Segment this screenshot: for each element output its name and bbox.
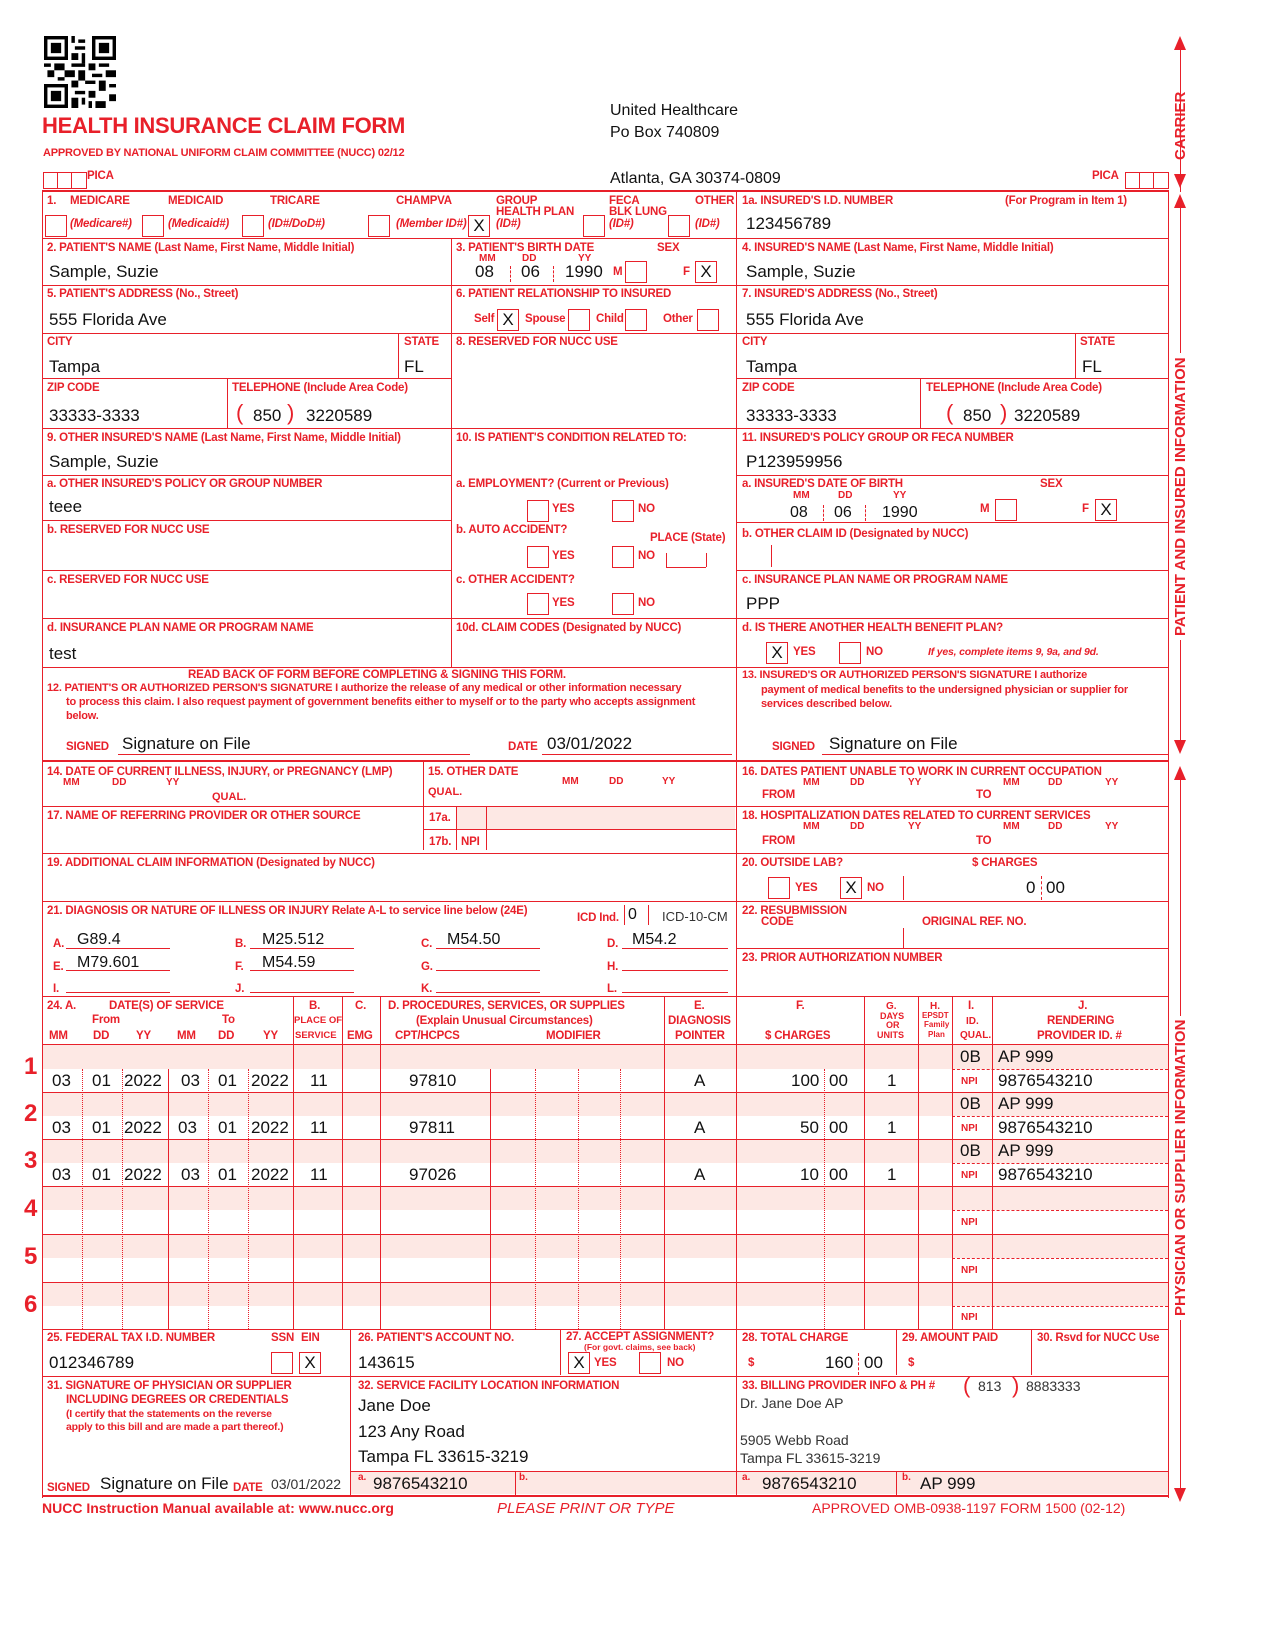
total-charge-cents[interactable]: 00 bbox=[864, 1353, 883, 1372]
outside-lab-no-checkbox[interactable]: X bbox=[840, 877, 862, 899]
box9-label: 9. OTHER INSURED'S NAME (Last Name, First Name, Middle Initial) bbox=[47, 432, 401, 444]
tricare-sub: (ID#/DoD#) bbox=[268, 218, 325, 230]
outside-lab-dollars[interactable]: 0 bbox=[1026, 878, 1036, 897]
patient-name-value[interactable]: Sample, Suzie bbox=[49, 262, 159, 281]
diagnosis-e-value[interactable]: M79.601 bbox=[77, 954, 140, 971]
group-label2: HEALTH PLAN bbox=[496, 206, 575, 218]
other-plan-name-value[interactable]: test bbox=[49, 644, 77, 663]
other-sub: (ID#) bbox=[695, 218, 720, 230]
billing-npi[interactable]: 9876543210 bbox=[762, 1474, 857, 1493]
outside-lab-yes-checkbox[interactable] bbox=[768, 877, 790, 899]
box25-label: 25. FEDERAL TAX I.D. NUMBER bbox=[47, 1332, 215, 1344]
champva-checkbox[interactable] bbox=[368, 215, 390, 237]
box15-label: 15. OTHER DATE bbox=[428, 766, 519, 778]
approved-text: APPROVED BY NATIONAL UNIFORM CLAIM COMMITTEE (NUCC) 02/12 bbox=[43, 147, 405, 159]
icd-version-text: ICD-10-CM bbox=[662, 909, 728, 924]
side-label-carrier: CARRIER bbox=[1172, 91, 1189, 160]
box30-label: 30. Rsvd for NUCC Use bbox=[1037, 1332, 1160, 1344]
line-number-3: 3 bbox=[24, 1147, 38, 1174]
accept-assignment-no-checkbox[interactable] bbox=[639, 1352, 661, 1374]
birth-year[interactable]: 1990 bbox=[565, 262, 603, 281]
readback-text: READ BACK OF FORM BEFORE COMPLETING & SIGNING THIS FORM. bbox=[188, 669, 566, 681]
billing-address[interactable]: 5905 Webb Road bbox=[740, 1432, 849, 1448]
patient-phone[interactable]: 3220589 bbox=[306, 406, 373, 425]
feca-label: FECA bbox=[609, 195, 640, 207]
tax-id-value[interactable]: 012346789 bbox=[49, 1353, 135, 1372]
line-number-4: 4 bbox=[24, 1195, 38, 1222]
relation-other-checkbox[interactable] bbox=[697, 309, 719, 331]
box10-label: 10. IS PATIENT'S CONDITION RELATED TO: bbox=[456, 432, 687, 444]
box1-label: 1. bbox=[47, 195, 57, 207]
birth-day[interactable]: 06 bbox=[521, 262, 540, 281]
box1a-label: 1a. INSURED'S I.D. NUMBER bbox=[742, 195, 894, 207]
relation-child-checkbox[interactable] bbox=[625, 309, 647, 331]
box14-label: 14. DATE OF CURRENT ILLNESS, INJURY, or PREGNANCY (LMP) bbox=[47, 766, 393, 778]
billing-name[interactable]: Dr. Jane Doe AP bbox=[740, 1395, 844, 1411]
footer-right: APPROVED OMB-0938-1197 FORM 1500 (02-12) bbox=[812, 1500, 1126, 1516]
box12-label: 12. PATIENT'S OR AUTHORIZED PERSON'S SIGNATURE I authorize the release of any medical or other information necessary bbox=[47, 682, 682, 694]
line-number-1: 1 bbox=[24, 1053, 38, 1080]
insured-signature-value[interactable]: Signature on File bbox=[829, 734, 958, 753]
side-arrows bbox=[1172, 36, 1190, 1506]
insured-area-code[interactable]: 850 bbox=[963, 406, 992, 425]
pica-right-boxes bbox=[1125, 172, 1169, 189]
side-label-patient: PATIENT AND INSURED INFORMATION bbox=[1172, 353, 1189, 640]
qr-code bbox=[44, 36, 116, 108]
box18-label: 18. HOSPITALIZATION DATES RELATED TO CURRENT SERVICES bbox=[742, 810, 1091, 822]
relation-spouse-checkbox[interactable] bbox=[568, 309, 590, 331]
facility-name[interactable]: Jane Doe bbox=[358, 1396, 431, 1415]
other-accident-yes-checkbox[interactable] bbox=[527, 593, 549, 615]
accept-assignment-yes-checkbox[interactable]: X bbox=[568, 1352, 590, 1374]
patient-city-value[interactable]: Tampa bbox=[49, 357, 101, 376]
insured-birth-month[interactable]: 08 bbox=[790, 504, 808, 521]
diagnosis-b-value[interactable]: M25.512 bbox=[262, 931, 325, 948]
patient-area-code[interactable]: 850 bbox=[253, 406, 282, 425]
insured-birth-year[interactable]: 1990 bbox=[882, 504, 918, 521]
box16-label: 16. DATES PATIENT UNABLE TO WORK IN CURRENT OCCUPATION bbox=[742, 766, 1102, 778]
outside-lab-cents[interactable]: 00 bbox=[1046, 878, 1065, 897]
box23-label: 23. PRIOR AUTHORIZATION NUMBER bbox=[742, 952, 943, 964]
another-plan-yes-checkbox[interactable]: X bbox=[766, 642, 788, 664]
insured-address-value[interactable]: 555 Florida Ave bbox=[746, 310, 864, 329]
feca-sub: (ID#) bbox=[609, 218, 634, 230]
box3-label: 3. PATIENT'S BIRTH DATE bbox=[456, 242, 595, 254]
box4-label: 4. INSURED'S NAME (Last Name, First Name, Middle Initial) bbox=[742, 242, 1054, 254]
patient-signature-value[interactable]: Signature on File bbox=[122, 734, 251, 753]
group-sub: (ID#) bbox=[496, 218, 521, 230]
patient-zip-value[interactable]: 33333-3333 bbox=[49, 406, 140, 425]
box26-label: 26. PATIENT'S ACCOUNT NO. bbox=[358, 1332, 514, 1344]
champva-label: CHAMPVA bbox=[396, 195, 452, 207]
other-label: OTHER bbox=[695, 195, 735, 207]
physician-signature-value[interactable]: Signature on File bbox=[100, 1474, 229, 1493]
facility-city[interactable]: Tampa FL 33615-3219 bbox=[358, 1447, 529, 1466]
box1a-note: (For Program in Item 1) bbox=[1005, 195, 1127, 207]
insured-id-value[interactable]: 123456789 bbox=[746, 214, 832, 233]
insured-zip-value[interactable]: 33333-3333 bbox=[746, 406, 837, 425]
insured-sex-m-checkbox[interactable] bbox=[995, 499, 1017, 521]
box31-label: 31. SIGNATURE OF PHYSICIAN OR SUPPLIER bbox=[47, 1380, 292, 1392]
physician-signature-date[interactable]: 03/01/2022 bbox=[271, 1476, 342, 1492]
total-charge-dollars[interactable]: 160 bbox=[825, 1353, 854, 1372]
employment-yes-checkbox[interactable] bbox=[527, 500, 549, 522]
box17-label: 17. NAME OF REFERRING PROVIDER OR OTHER SOURCE bbox=[47, 810, 361, 822]
auto-accident-yes-checkbox[interactable] bbox=[527, 546, 549, 568]
patient-signature-date[interactable]: 03/01/2022 bbox=[547, 734, 633, 753]
diagnosis-f-value[interactable]: M54.59 bbox=[262, 954, 316, 971]
billing-area-code[interactable]: 813 bbox=[978, 1378, 1002, 1394]
carrier-line1: United Healthcare bbox=[610, 102, 739, 119]
other-accident-no-checkbox[interactable] bbox=[612, 593, 634, 615]
other-insured-policy-value[interactable]: teee bbox=[49, 497, 83, 516]
insured-state-value[interactable]: FL bbox=[1082, 357, 1102, 376]
tricare-checkbox[interactable] bbox=[242, 215, 264, 237]
insured-birth-day[interactable]: 06 bbox=[834, 504, 852, 521]
box11-label: 11. INSURED'S POLICY GROUP OR FECA NUMBER bbox=[742, 432, 1014, 444]
box22-label: 22. RESUBMISSION bbox=[742, 905, 847, 917]
feca-checkbox[interactable] bbox=[583, 215, 605, 237]
patient-state-value[interactable]: FL bbox=[404, 357, 424, 376]
patient-sex-m-checkbox[interactable] bbox=[625, 261, 647, 283]
relation-self-checkbox[interactable]: X bbox=[497, 309, 519, 331]
insured-phone[interactable]: 3220589 bbox=[1014, 406, 1081, 425]
patient-address-value[interactable]: 555 Florida Ave bbox=[49, 310, 167, 329]
billing-other-id[interactable]: AP 999 bbox=[920, 1474, 976, 1493]
ssn-checkbox[interactable] bbox=[271, 1352, 293, 1374]
box32-label: 32. SERVICE FACILITY LOCATION INFORMATION bbox=[358, 1380, 620, 1392]
box27-label: 27. ACCEPT ASSIGNMENT? bbox=[566, 1331, 715, 1343]
box28-label: 28. TOTAL CHARGE bbox=[742, 1332, 849, 1344]
box29-label: 29. AMOUNT PAID bbox=[902, 1332, 999, 1344]
facility-npi[interactable]: 9876543210 bbox=[373, 1474, 468, 1493]
box21-label: 21. DIAGNOSIS OR NATURE OF ILLNESS OR INJURY Relate A-L to service line below (24E) bbox=[47, 905, 528, 917]
box19-label: 19. ADDITIONAL CLAIM INFORMATION (Designated by NUCC) bbox=[47, 857, 375, 869]
diagnosis-c-value[interactable]: M54.50 bbox=[447, 931, 501, 948]
medicaid-sub: (Medicaid#) bbox=[168, 218, 230, 230]
diagnosis-d-value[interactable]: M54.2 bbox=[632, 931, 677, 948]
line-number-5: 5 bbox=[24, 1243, 38, 1270]
pica-left-label: PICA bbox=[87, 170, 114, 182]
box33-label: 33. BILLING PROVIDER INFO & PH # bbox=[742, 1380, 935, 1392]
medicare-label: MEDICARE bbox=[70, 195, 130, 207]
insured-city-value[interactable]: Tampa bbox=[746, 357, 798, 376]
ein-checkbox[interactable]: X bbox=[299, 1352, 321, 1374]
billing-phone[interactable]: 8883333 bbox=[1026, 1378, 1081, 1394]
feca-label2: BLK LUNG bbox=[609, 206, 667, 218]
insured-sex-f-checkbox[interactable]: X bbox=[1095, 499, 1117, 521]
side-label-physician: PHYSICIAN OR SUPPLIER INFORMATION bbox=[1172, 1016, 1189, 1320]
facility-address[interactable]: 123 Any Road bbox=[358, 1422, 465, 1441]
footer-left: NUCC Instruction Manual available at: www.nucc.org bbox=[42, 1500, 394, 1516]
box5-label: 5. PATIENT'S ADDRESS (No., Street) bbox=[47, 288, 239, 300]
billing-city[interactable]: Tampa FL 33615-3219 bbox=[740, 1450, 881, 1466]
other-checkbox[interactable] bbox=[668, 215, 690, 237]
medicare-checkbox[interactable] bbox=[45, 215, 67, 237]
box13-label: 13. INSURED'S OR AUTHORIZED PERSON'S SIGNATURE I authorize bbox=[742, 669, 1088, 681]
group-checkbox[interactable]: X bbox=[468, 215, 490, 237]
auto-accident-no-checkbox[interactable] bbox=[612, 546, 634, 568]
tricare-label: TRICARE bbox=[270, 195, 320, 207]
employment-no-checkbox[interactable] bbox=[612, 500, 634, 522]
insured-policy-group-value[interactable]: P123959956 bbox=[746, 452, 843, 471]
footer-mid: PLEASE PRINT OR TYPE bbox=[497, 1500, 675, 1517]
birth-month[interactable]: 08 bbox=[475, 262, 494, 281]
line-number-6: 6 bbox=[24, 1291, 38, 1318]
box17a-shade bbox=[456, 807, 735, 829]
medicaid-checkbox[interactable] bbox=[142, 215, 164, 237]
carrier-line3: Atlanta, GA 30374-0809 bbox=[610, 170, 781, 187]
icd-indicator-value[interactable]: 0 bbox=[628, 906, 637, 923]
group-label: GROUP bbox=[496, 195, 538, 207]
box20-label: 20. OUTSIDE LAB? bbox=[742, 857, 843, 869]
champva-sub: (Member ID#) bbox=[396, 218, 467, 230]
carrier-line2: Po Box 740809 bbox=[610, 124, 720, 141]
form-title: HEALTH INSURANCE CLAIM FORM bbox=[42, 113, 406, 138]
account-number-value[interactable]: 143615 bbox=[358, 1353, 415, 1372]
insured-name-value[interactable]: Sample, Suzie bbox=[746, 262, 856, 281]
box3-sex: SEX bbox=[657, 242, 680, 254]
another-plan-no-checkbox[interactable] bbox=[839, 642, 861, 664]
other-insured-name-value[interactable]: Sample, Suzie bbox=[49, 452, 159, 471]
box6-label: 6. PATIENT RELATIONSHIP TO INSURED bbox=[456, 288, 672, 300]
medicaid-label: MEDICAID bbox=[168, 195, 224, 207]
pica-left-boxes bbox=[43, 172, 87, 189]
box2-label: 2. PATIENT'S NAME (Last Name, First Name, Middle Initial) bbox=[47, 242, 355, 254]
box8-label: 8. RESERVED FOR NUCC USE bbox=[456, 336, 618, 348]
medicare-sub: (Medicare#) bbox=[70, 218, 132, 230]
patient-sex-f-checkbox[interactable]: X bbox=[695, 261, 717, 283]
pica-right-label: PICA bbox=[1092, 170, 1119, 182]
insurance-plan-value[interactable]: PPP bbox=[746, 594, 781, 613]
diagnosis-a-value[interactable]: G89.4 bbox=[77, 931, 121, 948]
line-number-2: 2 bbox=[24, 1100, 38, 1127]
box7-label: 7. INSURED'S ADDRESS (No., Street) bbox=[742, 288, 938, 300]
